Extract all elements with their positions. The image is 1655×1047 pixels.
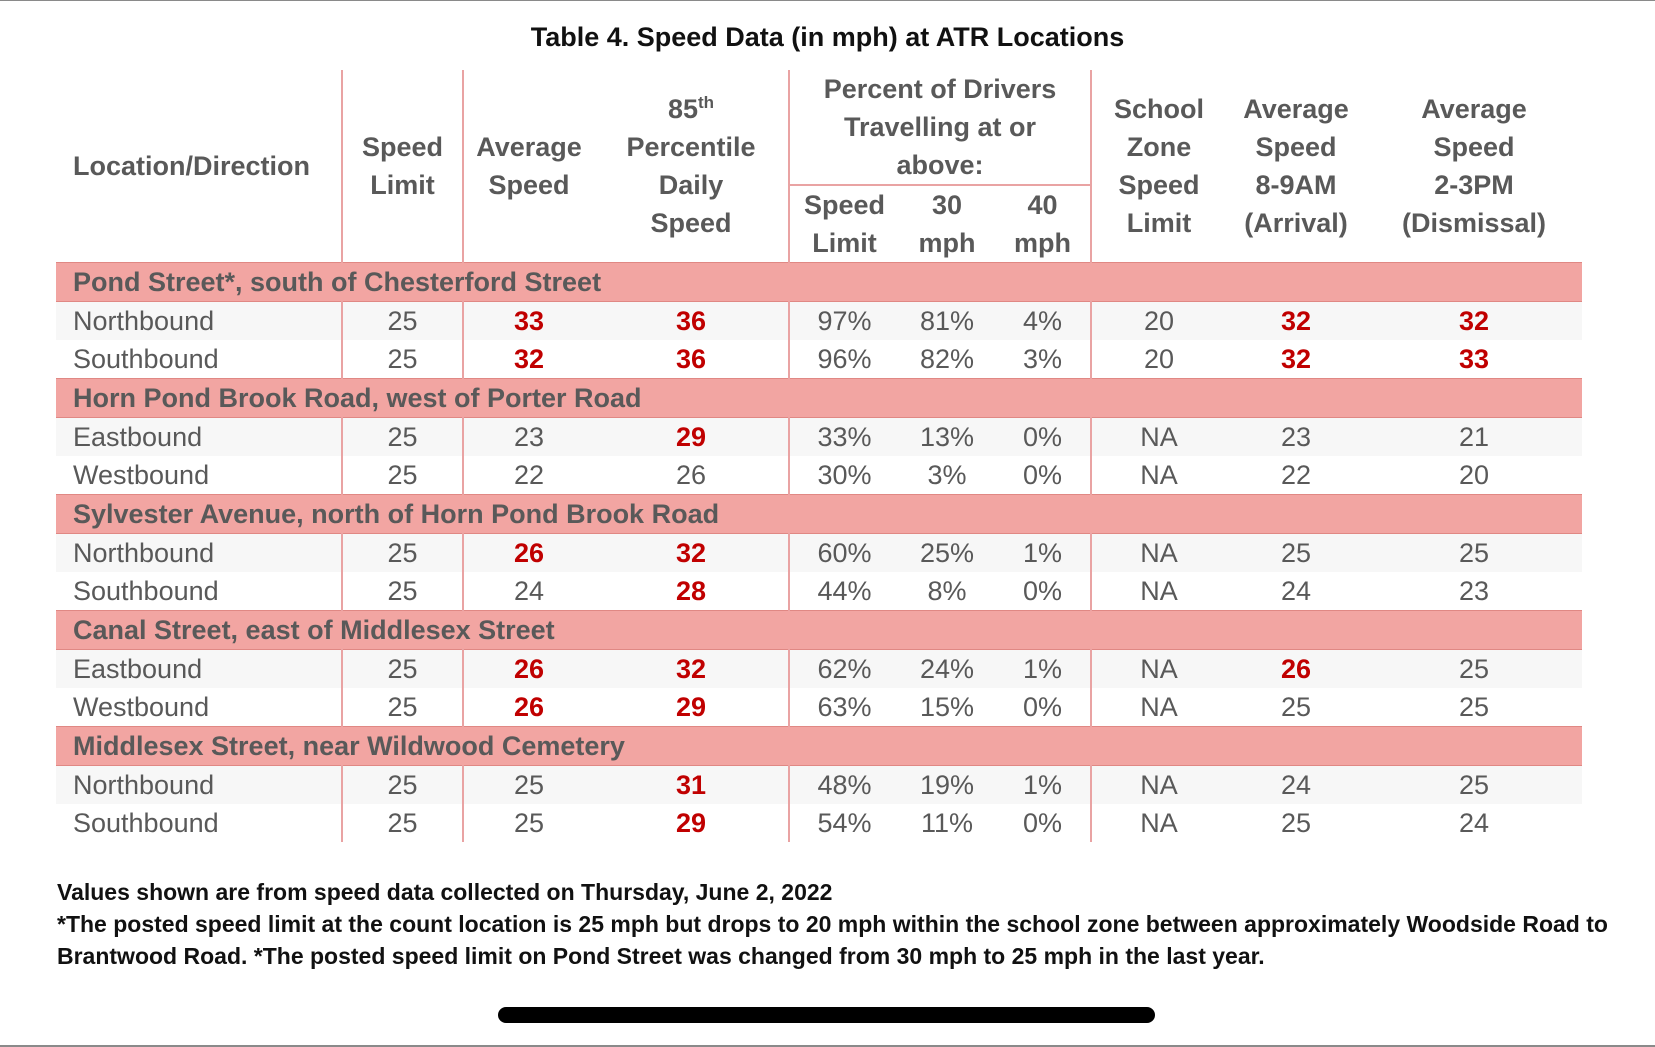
subheader-30-mph: 30 mph [899,185,995,263]
value-cell: 48% [789,766,899,805]
header-school-zone-speed-limit: School Zone Speed Limit [1113,94,1204,238]
header-speed-limit: Speed Limit [342,70,463,263]
value-cell: 26 [463,534,594,573]
value-cell: 13% [899,418,995,457]
value-cell: 1% [995,534,1091,573]
value-cell: 25 [1366,534,1582,573]
home-indicator-bar[interactable] [498,1007,1155,1023]
value-cell: 1% [995,766,1091,805]
value-cell: 25 [1366,650,1582,689]
section-name: Sylvester Avenue, north of Horn Pond Brook Road [56,495,1582,534]
value-cell: 25 [513,807,545,838]
direction-cell: Northbound [56,534,342,573]
value-cell: NA [1091,766,1226,805]
value-cell: 25% [899,534,995,573]
value-cell: 32 [1226,302,1366,341]
table-row [56,688,1582,727]
value-cell: 81% [899,302,995,341]
subheader-speed-limit: Speed Limit [789,185,899,263]
header-location: Location/Direction [56,70,342,263]
value-cell: 20 [1091,302,1226,341]
value-cell: 32 [1280,343,1312,374]
value-cell: 3% [995,340,1091,379]
value-cell: 15% [919,691,975,722]
value-cell: 25 [342,766,463,805]
value-cell: 20 [1143,343,1175,374]
value-cell: 11% [920,807,974,838]
direction-cell: Northbound [56,302,342,341]
value-cell: 24 [1226,766,1366,805]
direction-cell: Southbound [56,340,342,379]
value-cell: 24 [1458,807,1490,838]
value-cell: 25 [1458,691,1490,722]
value-cell: 36 [594,302,789,341]
value-cell: 29 [594,804,789,842]
value-cell: 1% [995,650,1091,689]
section-row [56,727,1582,766]
value-cell: 25 [1366,766,1582,805]
table-row [56,302,1582,341]
table-row [56,766,1582,805]
table-title: Table 4. Speed Data (in mph) at ATR Locations [530,22,1125,52]
value-cell: 36 [594,340,789,379]
value-cell: 60% [789,534,899,573]
header-average-speed-dismissal: Average Speed 2-3PM (Dismissal) [1401,94,1547,238]
value-cell: 32 [513,343,545,374]
section-name: Canal Street, east of Middlesex Street [56,611,1582,650]
value-cell: 29 [594,418,789,457]
value-cell: NA [1091,418,1226,457]
value-cell: 24% [899,650,995,689]
value-cell: 33 [463,302,594,341]
value-cell: NA [1091,650,1226,689]
speed-data-table [56,70,1582,842]
value-cell: 19% [899,766,995,805]
table-row [56,456,1582,495]
value-cell: 32 [594,650,789,689]
value-cell: 26 [594,456,789,495]
value-cell: 0% [995,804,1091,842]
table-row [56,804,1582,842]
value-cell: 31 [594,766,789,805]
value-cell: 97% [789,302,899,341]
value-cell: 29 [594,688,789,727]
value-cell: 33 [1458,343,1490,374]
value-cell: 0% [995,688,1091,727]
value-cell: 22 [513,459,545,490]
value-cell: 25 [342,456,463,495]
note-posted-speed-limit: *The posted speed limit at the count location is 25 mph but drops to 20 mph within the school zone between approximately Woodside Road to Brantwood Road. *The posted speed limit on Pond Street was changed from 30 mph to 25 mph in the last year. [57,911,1608,969]
value-cell: 0% [995,572,1091,611]
value-cell: 32 [1366,302,1582,341]
value-cell: 32 [594,534,789,573]
direction-cell: Eastbound [56,650,342,689]
value-cell: 26 [1226,650,1366,689]
header-85th-percentile: 85th Percentile Daily Speed [594,70,789,263]
value-cell: NA [1140,575,1178,606]
value-cell: 0% [995,418,1091,457]
value-cell: 33% [789,418,899,457]
value-cell: 20 [1458,459,1490,490]
direction-cell: Westbound [56,688,342,727]
value-cell: 28 [594,572,789,611]
value-cell: 25 [342,418,463,457]
value-cell: 8% [927,575,967,606]
value-cell: 25 [1280,691,1312,722]
value-cell: 25 [342,650,463,689]
value-cell: 24 [1280,575,1312,606]
value-cell: 21 [1366,418,1582,457]
value-cell: 26 [513,691,545,722]
value-cell: 23 [1458,575,1490,606]
section-row [56,263,1582,302]
section-name: Horn Pond Brook Road, west of Porter Road [56,379,1582,418]
value-cell: 25 [342,572,463,611]
note-data-collected: Values shown are from speed data collected on Thursday, June 2, 2022 [57,879,833,905]
table-row [56,650,1582,689]
section-name: Middlesex Street, near Wildwood Cemetery [56,727,1582,766]
table-row [56,340,1582,379]
section-name: Pond Street*, south of Chesterford Street [56,263,1582,302]
section-row [56,495,1582,534]
header-percent-drivers: Percent of Drivers Travelling at or above: [789,70,1091,185]
value-cell: 24 [513,575,545,606]
value-cell: 25 [342,302,463,341]
value-cell: 23 [463,418,594,457]
direction-cell: Southbound [56,804,342,842]
value-cell: 26 [463,650,594,689]
value-cell: NA [1140,459,1178,490]
value-cell: 82% [919,343,975,374]
value-cell: 25 [342,688,463,727]
subheader-40-mph: 40 mph [995,185,1091,263]
value-cell: 22 [1280,459,1312,490]
value-cell: 25 [463,766,594,805]
value-cell: 25 [1280,807,1312,838]
value-cell: 3% [927,459,967,490]
value-cell: 96% [817,343,872,374]
value-cell: 62% [789,650,899,689]
value-cell: 25 [342,534,463,573]
table-row [56,534,1582,573]
value-cell: NA [1140,807,1178,838]
direction-cell: Southbound [56,572,342,611]
header-average-speed-arrival: Average Speed 8-9AM (Arrival) [1243,94,1349,238]
direction-cell: Westbound [56,456,342,495]
value-cell: 54% [817,807,872,838]
direction-cell: Eastbound [56,418,342,457]
value-cell: 4% [995,302,1091,341]
table-row [56,572,1582,611]
value-cell: 0% [995,456,1091,495]
section-row [56,379,1582,418]
value-cell: 63% [817,691,872,722]
table-body [56,263,1582,843]
direction-cell: Northbound [56,766,342,805]
value-cell: 25 [342,804,463,842]
header-average-speed: Average Speed [476,132,582,200]
value-cell: 25 [342,340,463,379]
top-rule [0,0,1655,1]
section-row [56,611,1582,650]
table-row [56,418,1582,457]
value-cell: NA [1140,691,1178,722]
value-cell: 44% [817,575,872,606]
value-cell: 30% [817,459,872,490]
value-cell: NA [1091,534,1226,573]
value-cell: 25 [1226,534,1366,573]
table-notes [57,876,1617,972]
value-cell: 23 [1226,418,1366,457]
